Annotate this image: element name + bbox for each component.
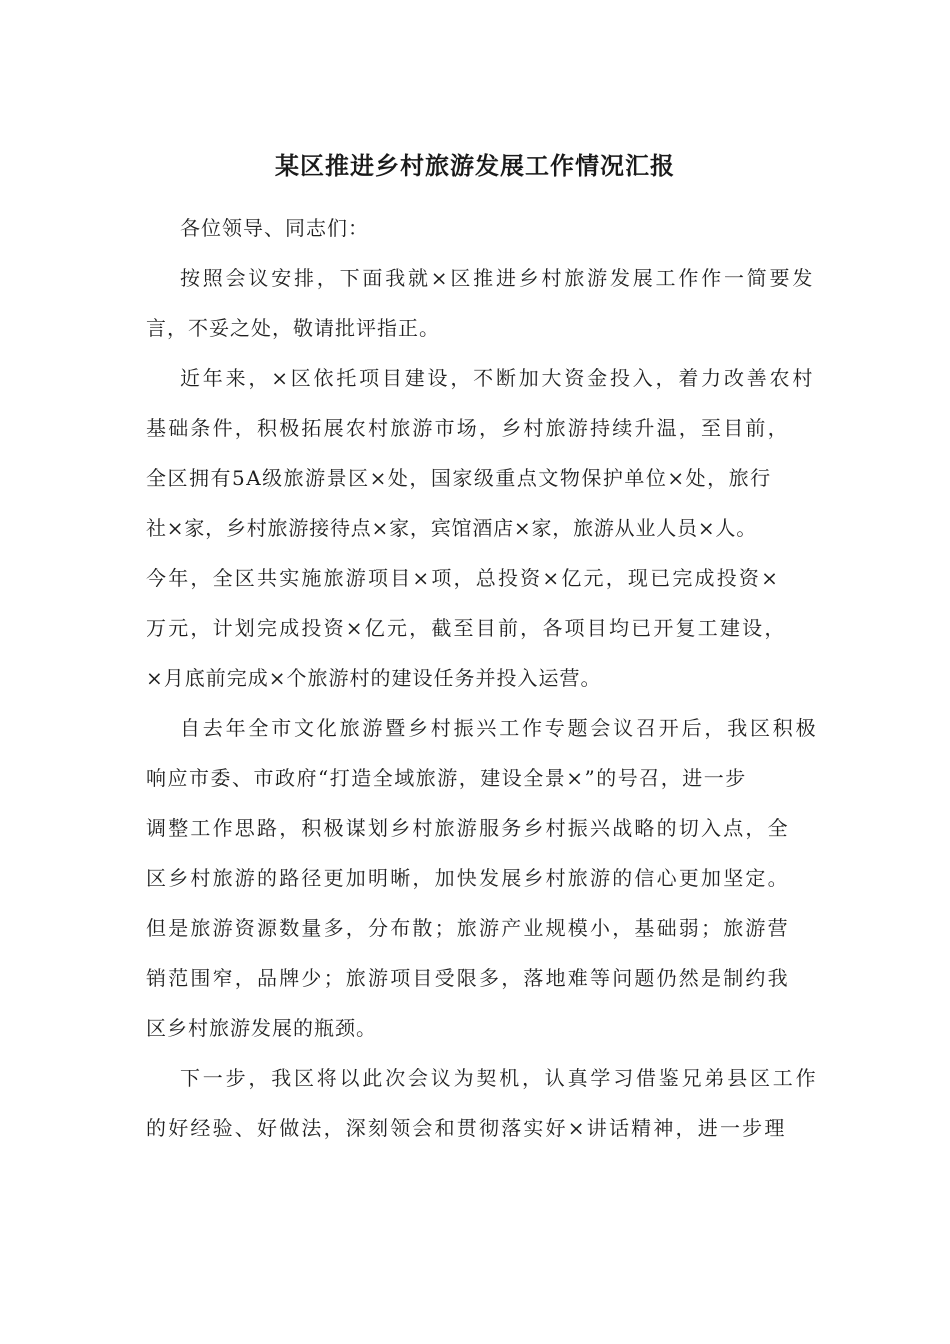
paragraph-line: 社×家，乡村旅游接待点×家，宾馆酒店×家，旅游从业人员×人。 bbox=[146, 516, 758, 540]
paragraph-line: 基础条件，积极拓展农村旅游市场，乡村旅游持续升温，至目前， bbox=[146, 416, 790, 440]
paragraph-line: 全区拥有5A级旅游景区×处，国家级重点文物保护单位×处，旅行 bbox=[146, 466, 772, 490]
salutation-line: 各位领导、同志们： bbox=[180, 216, 369, 240]
paragraph-line: 今年，全区共实施旅游项目×项，总投资×亿元，现已完成投资× bbox=[146, 566, 781, 590]
document-title: 某区推进乡村旅游发展工作情况汇报 bbox=[275, 151, 675, 180]
paragraph-line: 的好经验、好做法，深刻领会和贯彻落实好×讲话精神，进一步理 bbox=[146, 1116, 787, 1140]
paragraph-line: 区乡村旅游发展的瓶颈。 bbox=[146, 1016, 377, 1040]
paragraph-line: 销范围窄，品牌少；旅游项目受限多，落地难等问题仍然是制约我 bbox=[146, 966, 790, 990]
paragraph-line: 万元，计划完成投资×亿元，截至目前，各项目均已开复工建设， bbox=[146, 616, 787, 640]
paragraph-line: 但是旅游资源数量多，分布散；旅游产业规模小，基础弱；旅游营 bbox=[146, 916, 790, 940]
paragraph-line: 响应市委、市政府“打造全域旅游，建设全景×”的号召，进一步 bbox=[146, 766, 747, 790]
paragraph-line: 言，不妥之处，敬请批评指正。 bbox=[146, 316, 440, 340]
paragraph-line: 近年来，×区依托项目建设，不断加大资金投入，着力改善农村 bbox=[180, 366, 816, 390]
paragraph-line: 按照会议安排，下面我就×区推进乡村旅游发展工作作一简要发 bbox=[180, 266, 816, 290]
paragraph-line: 调整工作思路，积极谋划乡村旅游服务乡村振兴战略的切入点，全 bbox=[146, 816, 790, 840]
paragraph-line: ×月底前完成×个旅游村的建设任务并投入运营。 bbox=[146, 666, 602, 690]
paragraph-line: 区乡村旅游的路径更加明晰，加快发展乡村旅游的信心更加坚定。 bbox=[146, 866, 790, 890]
paragraph-line: 自去年全市文化旅游暨乡村振兴工作专题会议召开后，我区积极 bbox=[180, 716, 819, 740]
paragraph-line: 下一步，我区将以此次会议为契机，认真学习借鉴兄弟县区工作 bbox=[180, 1066, 819, 1090]
